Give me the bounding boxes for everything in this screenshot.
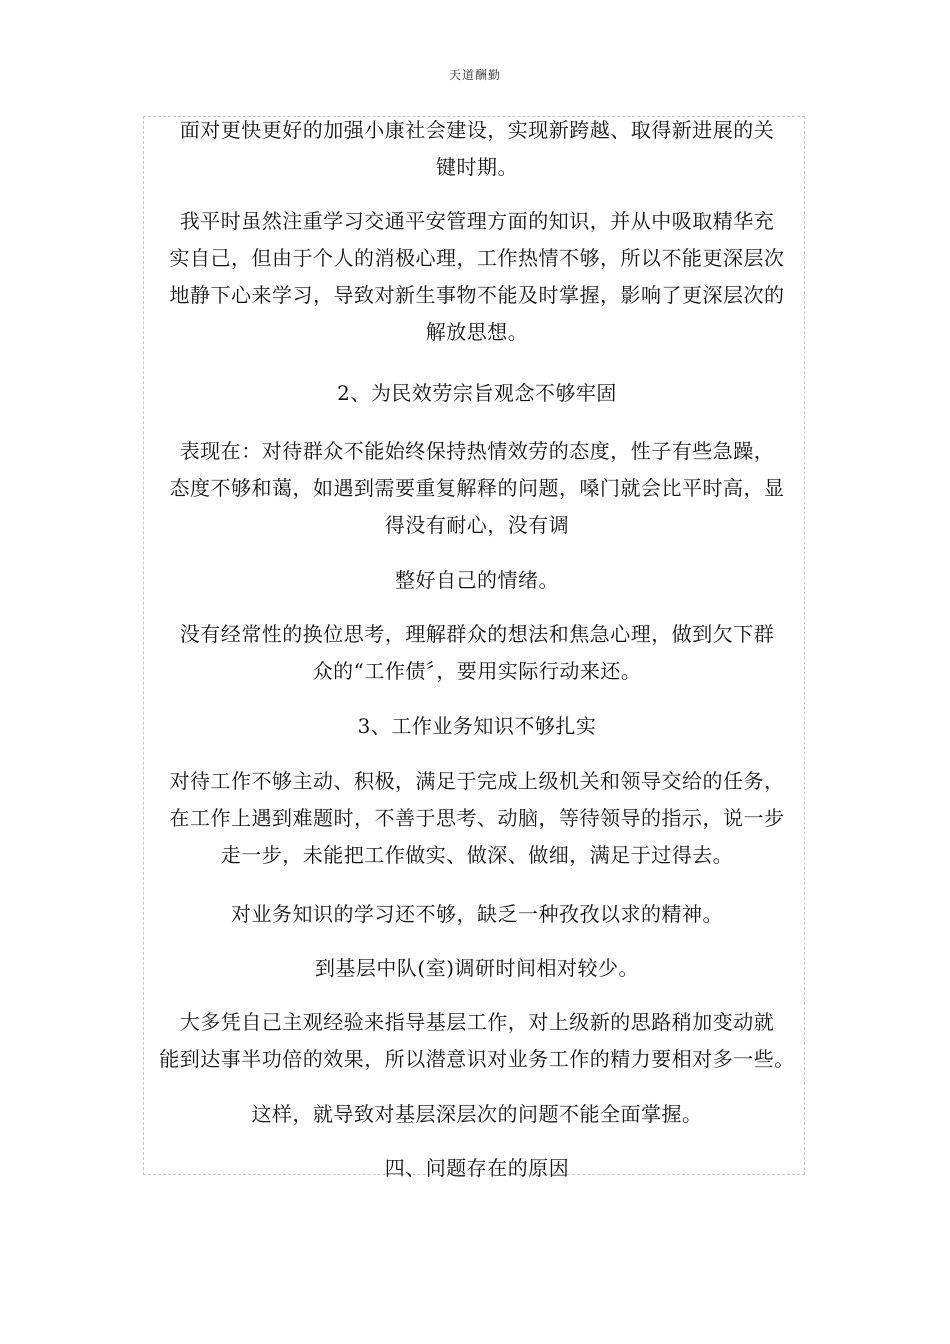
text-line: 大多凭自己主观经验来指导基层工作，对上级新的思路稍加变动就 [179,1010,775,1034]
paragraph [150,203,804,351]
text-line: 这样，就导致对基层深层次的问题不能全面掌握。 [251,1102,703,1126]
text-line: 走一步，未能把工作做实、做深、做细，满足于过得去。 [220,843,734,867]
text-line: 3、工作业务知识不够扎实 [357,714,597,738]
text-line: 表现在：对待群众不能始终保持热情效劳的态度，性子有些急躁， [179,439,775,463]
text-line: 我平时虽然注重学习交通平安管理方面的知识，并从中吸取精华充 [179,209,775,233]
section-heading [150,708,804,745]
text-line: 解放思想。 [425,320,529,344]
paragraph [150,1096,804,1133]
page-header: 天道酬勤 [448,68,501,82]
paragraph [150,433,804,544]
paragraph [150,562,804,599]
text-line: 面对更快更好的加强小康社会建设，实现新跨越、取得新进展的关 [179,118,775,142]
paragraph [150,896,804,933]
text-line: 众的“工作债〞，要用实际行动来还。 [312,659,642,683]
section-heading [150,375,804,412]
text-line: 没有经常性的换位思考，理解群众的想法和焦急心理，做到欠下群 [179,622,775,646]
paragraph [150,950,804,987]
text-line: 得没有耐心，没有调 [384,513,570,537]
paragraph [150,1004,804,1078]
paragraph [150,616,804,690]
text-line: 2、为民效劳宗旨观念不够牢固 [337,381,617,405]
text-line: 能到达事半功倍的效果，所以潜意识对业务工作的精力要相对多一些。 [159,1047,795,1071]
text-line: 到基层中队(室)调研时间相对较少。 [314,956,640,980]
text-line: 地静下心来学习，导致对新生事物不能及时掌握，影响了更深层次的 [169,283,785,307]
text-line: 实自己，但由于个人的消极心理，工作热情不够，所以不能更深层次 [169,246,785,270]
text-line: 四、问题存在的原因 [384,1156,570,1180]
paragraph [150,112,804,186]
paragraph [150,763,804,874]
text-line: 键时期。 [436,155,518,179]
text-line: 对待工作不够主动、积极，满足于完成上级机关和领导交给的任务， [169,769,785,793]
text-line: 在工作上遇到难题时，不善于思考、动脑，等待领导的指示，说一步 [169,806,785,830]
section-heading [150,1150,804,1187]
text-line: 整好自己的情绪。 [395,568,559,592]
text-line: 对业务知识的学习还不够，缺乏一种孜孜以求的精神。 [231,902,723,926]
text-line: 态度不够和蔼，如遇到需要重复解释的问题，嗓门就会比平时高，显 [169,476,785,500]
